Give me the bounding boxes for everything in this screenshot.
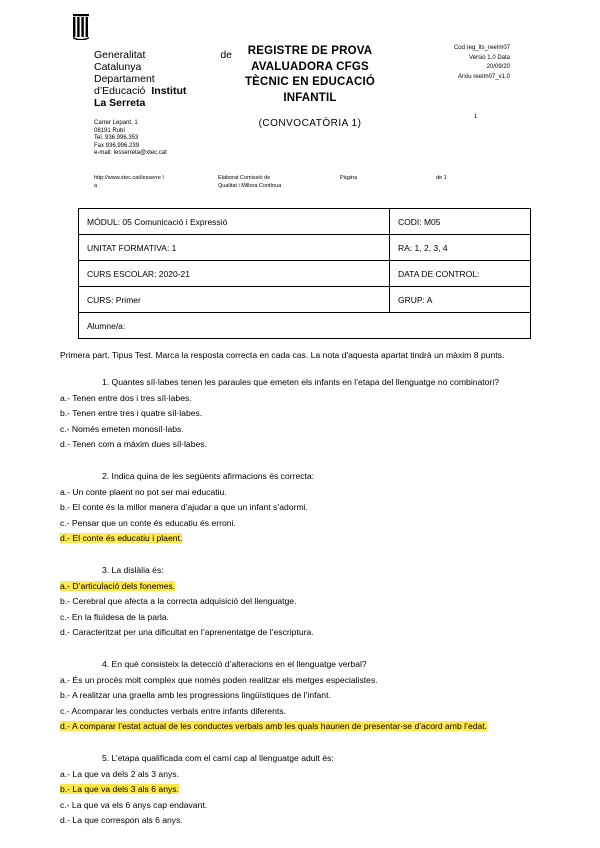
option-a (60, 767, 580, 783)
address-street: Carrer Lepant, 1 (94, 120, 138, 126)
address-block (94, 120, 167, 158)
footer-url-line1: http://www.xtec.cat/iesserre l (94, 175, 164, 181)
option-text[interactable]: a.- Tenen entre dos i tres síl·labes. (60, 392, 192, 403)
option-text[interactable]: b.- El conte és la millor manera d’ajudar a que un infant s’adormi. (60, 502, 308, 513)
alumne-cell: Alumne/a: (79, 313, 531, 339)
option-c (60, 798, 580, 814)
title-line-1: REGISTRE DE PROVA (247, 45, 373, 57)
option-text[interactable]: d.- Caracteritzat per una dificultat en l’aprenentatge de l’escriptura. (60, 627, 314, 638)
option-text[interactable]: a.- Un conte plaent no pot ser mai educatiu. (60, 486, 227, 497)
org-line2: Catalunya (94, 61, 142, 73)
footer-page-of: de 1 (436, 175, 447, 181)
option-text[interactable]: a.- És un procés molt complex que només poden realitzar els metges especialistes. (60, 674, 378, 685)
table-row (79, 313, 531, 339)
org-line1-b: de (220, 49, 232, 61)
org-line1-a: Generalitat (94, 49, 146, 61)
info-table (78, 208, 531, 339)
question-title: 2. Indica quina de les següents afirmacions és correcta: (102, 471, 315, 481)
codi-cell: CODI: M05 (390, 209, 531, 235)
question-block-5 (60, 751, 580, 829)
option-b (60, 688, 580, 704)
code-version: Versió 1.0 Data (468, 54, 510, 61)
code-file: Arxiu reeIm07_v1.0 (457, 73, 510, 80)
option-d (60, 625, 580, 641)
title-line-4: INFANTIL (283, 91, 337, 104)
question-block-1 (60, 375, 580, 453)
convocatoria: (CONVOCATÒRIA 1) (258, 118, 362, 129)
question-block-3 (60, 563, 580, 641)
curs-escolar-cell: CURS ESCOLAR: 2020-21 (79, 261, 390, 287)
footer-url (94, 174, 164, 190)
option-text-highlighted[interactable]: a.- D’articulació dels fonemes. (60, 580, 176, 591)
address-tel: Tel. 936.996.353 (94, 135, 139, 142)
option-text-highlighted[interactable]: d.- El conte és educatiu i plaent. (60, 533, 183, 544)
option-text[interactable]: b.- A realitzar una graella amb les progressions lingüístiques de l’infant. (60, 690, 331, 701)
option-a (60, 579, 580, 595)
page-number: 1 (474, 114, 478, 120)
option-b (60, 594, 580, 610)
table-row (79, 235, 531, 261)
option-text[interactable]: d.- La que correspon als 6 anys. (60, 815, 183, 826)
option-b (60, 782, 580, 798)
uf-cell: UNITAT FORMATIVA: 1 (79, 235, 390, 261)
footer-elab-line1: Elaborat Comissió de (218, 175, 271, 181)
option-text-highlighted[interactable]: d.- A comparar l’estat actual de les conductes verbals amb les quals haurien de presentar-se d’acord amb l’edat. (60, 721, 488, 732)
question-block-2 (60, 469, 580, 547)
organization-block (94, 49, 232, 109)
question-title: 5. L’etapa qualificada com el camí cap al llenguatge adult és: (102, 753, 334, 763)
org-line3: Departament (94, 73, 155, 85)
question-title: 3. La dislàlia és: (102, 565, 164, 575)
footer-page-label: Pàgina (340, 175, 358, 181)
title-line-3: TÈCNIC EN EDUCACIÓ (244, 76, 376, 88)
address-city: 08191 Rubí (94, 127, 126, 134)
option-text[interactable]: b.- Tenen entre tres i quatre síl·labes. (60, 408, 203, 419)
option-d (60, 813, 580, 829)
document-codes (454, 44, 510, 82)
footer-elaborat (218, 174, 281, 190)
option-text[interactable]: c.- En la fluïdesa de la parla. (60, 611, 169, 622)
option-d (60, 531, 580, 547)
table-row (79, 209, 531, 235)
option-a (60, 673, 580, 689)
document-title (236, 44, 384, 106)
option-text[interactable]: c.- La que va els 6 anys cap endavant. (60, 799, 208, 810)
data-control-cell: DATA DE CONTROL: (390, 261, 531, 287)
curs-cell: CURS: Primer (79, 287, 390, 313)
question-title: 1. Quantes síl·labes tenen les paraules que emeten els infants en l’etapa del llenguatge no combinatori? (102, 377, 500, 387)
table-row (79, 261, 531, 287)
footer-elab-line2: Qualitat i Millora Contínua (218, 183, 282, 189)
option-c (60, 516, 580, 532)
question-title: 4. En què consisteix la detecció d’alteracions en el llenguatge verbal? (102, 659, 367, 669)
option-a (60, 485, 580, 501)
option-text[interactable]: c.- Pensar que un conte és educatiu és erroni. (60, 517, 236, 528)
option-b (60, 406, 580, 422)
generalitat-logo-icon (72, 14, 90, 40)
modul-cell: MÒDUL: 05 Comunicació i Expressió (79, 209, 390, 235)
option-text[interactable]: a.- La que va dels 2 als 3 anys. (60, 768, 179, 779)
org-line4: d’Educació (94, 85, 146, 97)
test-instructions: Primera part. Tipus Test. Marca la resposta correcta en cada cas. La nota d'aquesta apartat tindrà un màxim 8 punts. (60, 350, 505, 360)
school-name: La Serreta (94, 97, 146, 109)
option-text[interactable]: c.- Només emeten monosíl·labs. (60, 423, 184, 434)
org-institut: Institut (151, 85, 187, 97)
address-email: e-mail: lesserreta@xtec.cat (94, 150, 167, 157)
option-c (60, 704, 580, 720)
title-line-2: AVALUADORA CFGS (251, 60, 369, 73)
grup-cell: GRUP: A (390, 287, 531, 313)
code-reg: Cod reg_lts_reeIm07 (453, 45, 510, 51)
option-d (60, 437, 580, 453)
option-text-highlighted[interactable]: b.- La que va dels 3 als 6 anys. (60, 784, 179, 795)
table-row (79, 287, 531, 313)
option-d (60, 719, 580, 735)
footer-url-line2: a (94, 183, 98, 189)
address-fax: Fax 936.996.239 (94, 142, 140, 149)
option-text[interactable]: b.- Cerebral que afecta a la correcta adquisició del llenguatge. (60, 596, 297, 607)
option-text[interactable]: d.- Tenen com a màxim dues síl·labes. (60, 439, 207, 450)
ra-cell: RA: 1, 2, 3, 4 (390, 235, 531, 261)
code-date: 20/09/20 (486, 64, 510, 71)
option-c (60, 610, 580, 626)
question-block-4 (60, 657, 580, 735)
option-a (60, 391, 580, 407)
option-text[interactable]: c.- Acomparar les conductes verbals entre infants diferents. (60, 705, 286, 716)
option-c (60, 422, 580, 438)
option-b (60, 500, 580, 516)
